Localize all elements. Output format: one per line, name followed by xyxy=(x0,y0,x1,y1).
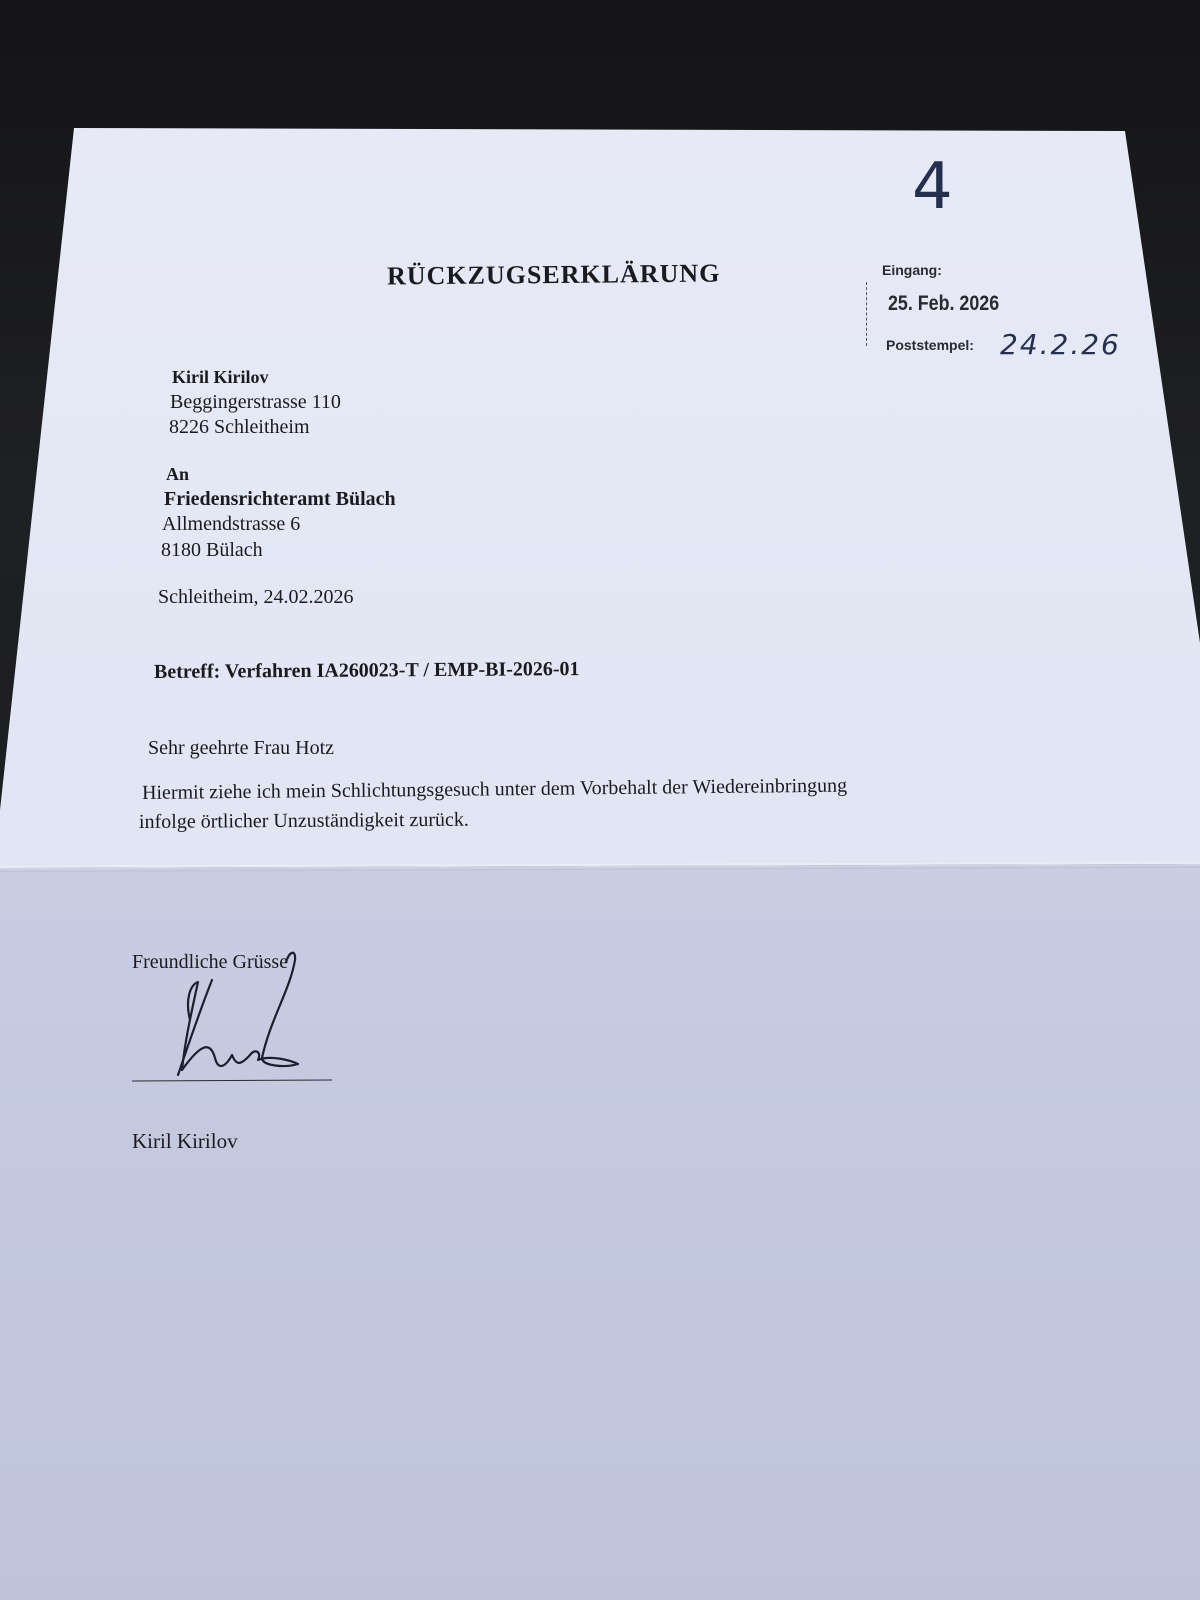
handwritten-mark: 4 xyxy=(912,150,953,224)
recipient-street: Allmendstrasse 6 xyxy=(162,513,301,535)
body-line-2: infolge örtlicher Unzuständigkeit zurück. xyxy=(138,808,469,833)
recipient-office: Friedensrichteramt Bülach xyxy=(164,488,396,510)
recipient-city: 8180 Bülach xyxy=(161,539,263,561)
sender-city: 8226 Schleitheim xyxy=(169,416,310,438)
sender-street: Beggingerstrasse 110 xyxy=(170,391,341,413)
subject-line: Betreff: Verfahren IA260023-T / EMP-BI-2026-01 xyxy=(153,658,580,683)
postmark-handwritten-date: 24.2.26 xyxy=(1000,328,1121,361)
sender-name: Kiril Kirilov xyxy=(172,367,269,387)
received-label: Eingang: xyxy=(882,262,942,278)
signatory-name: Kiril Kirilov xyxy=(132,1129,238,1153)
place-date: Schleitheim, 24.02.2026 xyxy=(158,586,354,608)
salutation: Sehr geehrte Frau Hotz xyxy=(148,737,335,759)
recipient-prefix: An xyxy=(166,464,190,484)
closing: Freundliche Grüsse xyxy=(132,951,289,973)
received-date: 25. Feb. 2026 xyxy=(888,292,1000,315)
postmark-label: Poststempel: xyxy=(886,337,974,353)
document-title: RÜCKZUGSERKLÄRUNG xyxy=(386,258,721,291)
body-line-1: Hiermit ziehe ich mein Schlichtungsgesuch unter dem Vorbehalt der Wiedereinbringung xyxy=(141,774,848,804)
